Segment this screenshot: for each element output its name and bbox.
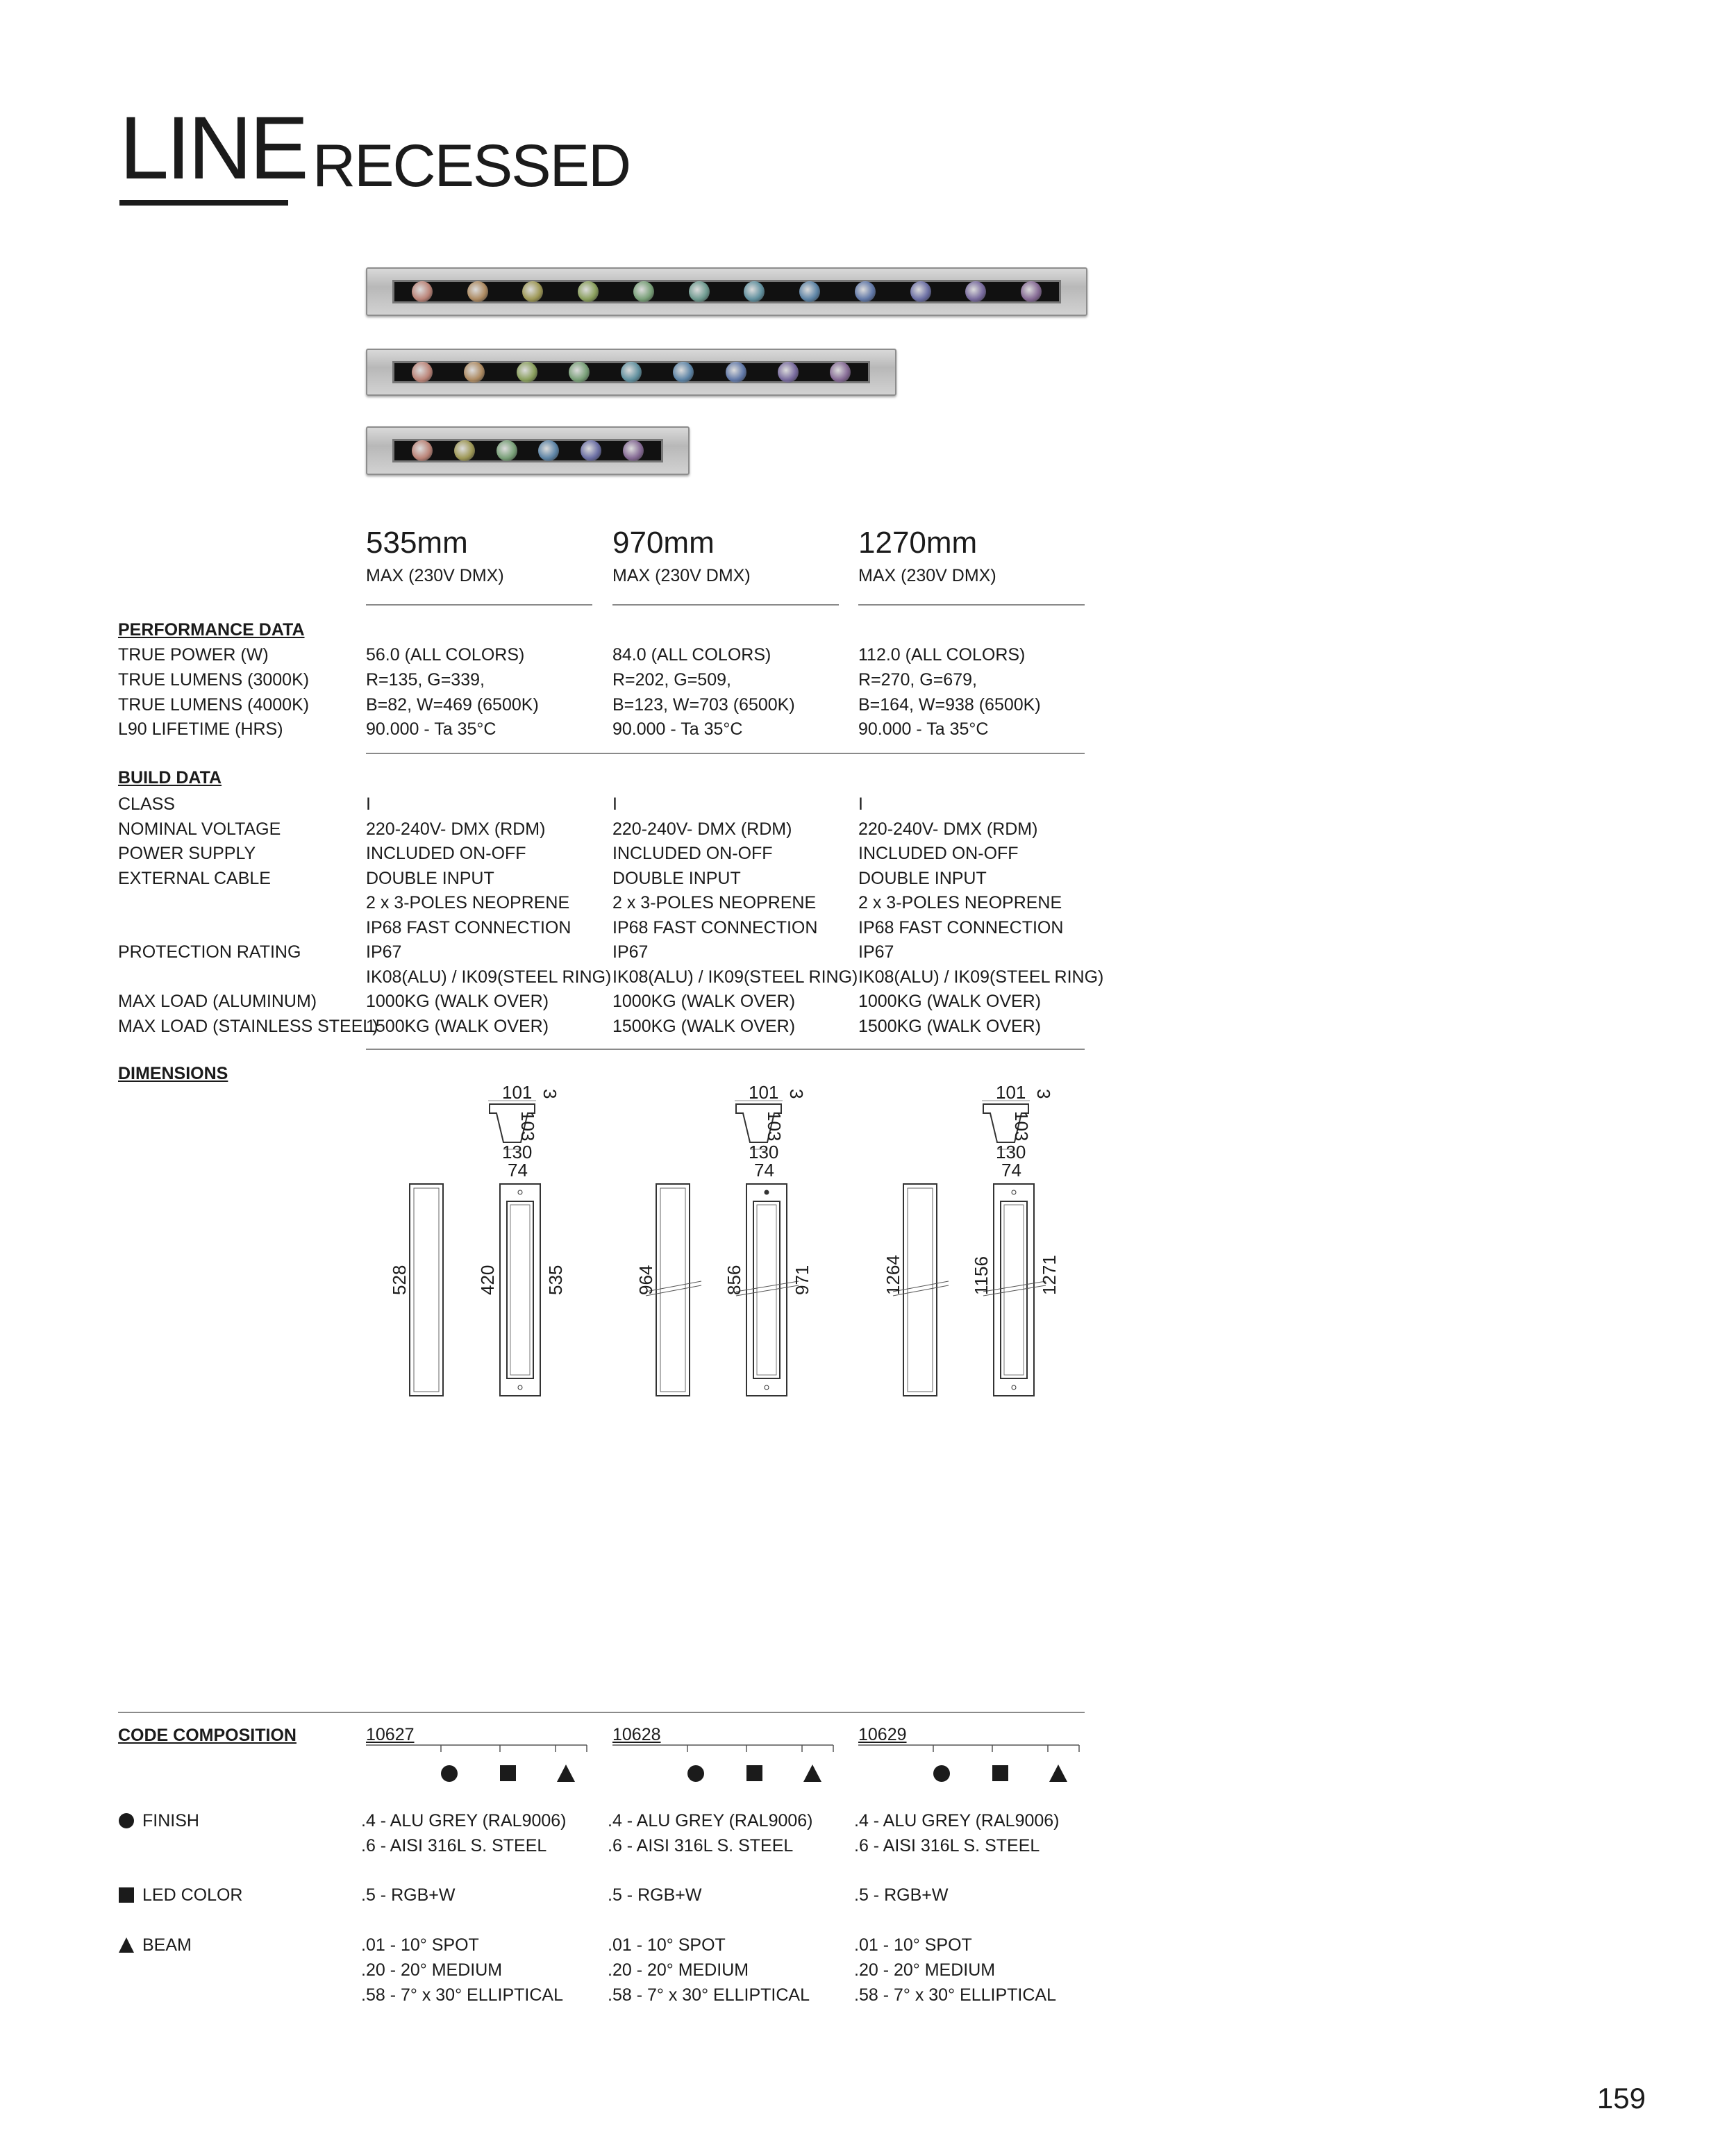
- build-value: I: [858, 794, 863, 814]
- col-size-535: 535mm: [366, 526, 468, 560]
- screw-hole: [518, 1190, 522, 1194]
- dimension-drawing: [632, 1080, 840, 1406]
- section-code-title: CODE COMPOSITION: [118, 1726, 297, 1745]
- dimension-label: 1271: [1039, 1255, 1060, 1295]
- build-value: DOUBLE INPUT: [612, 868, 741, 888]
- code-option: .4 - ALU GREY (RAL9006): [854, 1811, 1060, 1830]
- led-dot: [569, 362, 590, 383]
- dimension-label: 101: [502, 1082, 533, 1103]
- dimension-label: 101: [996, 1082, 1026, 1103]
- circle-icon: [441, 1765, 458, 1782]
- side-view: [656, 1184, 690, 1396]
- led-dot: [623, 440, 644, 461]
- build-value: DOUBLE INPUT: [858, 868, 987, 888]
- code-option: .01 - 10° SPOT: [854, 1935, 972, 1955]
- build-label: PROTECTION RATING: [118, 942, 301, 962]
- code-option: .5 - RGB+W: [361, 1885, 456, 1905]
- square-icon: [118, 1887, 135, 1903]
- dimension-label: 856: [724, 1265, 744, 1295]
- led-dot: [578, 281, 599, 302]
- code-10628: 10628: [612, 1725, 661, 1744]
- dimension-label: 3: [540, 1089, 560, 1099]
- fixture-photo-1270: [366, 267, 1087, 316]
- build-value: INCLUDED ON-OFF: [366, 844, 526, 863]
- dimension-label: 3: [786, 1089, 807, 1099]
- code-option: .01 - 10° SPOT: [361, 1935, 479, 1955]
- build-value: 2 x 3-POLES NEOPRENE: [858, 893, 1062, 912]
- led-dot: [855, 281, 876, 302]
- col-size-970: 970mm: [612, 526, 715, 560]
- dimension-label: 74: [1001, 1160, 1021, 1181]
- led-dot: [496, 440, 517, 461]
- triangle-icon: [557, 1765, 575, 1782]
- dimension-label: 420: [477, 1265, 498, 1295]
- col-max-1270: MAX (230V DMX): [858, 566, 996, 585]
- code-option: .6 - AISI 316L S. STEEL: [361, 1836, 547, 1855]
- led-dot: [464, 362, 485, 383]
- dimension-label: 101: [749, 1082, 779, 1103]
- dimension-label: 103: [764, 1111, 785, 1142]
- perf-label: TRUE LUMENS (3000K): [118, 670, 310, 690]
- build-value: 220-240V- DMX (RDM): [858, 819, 1038, 839]
- top-view-inner: [507, 1201, 533, 1378]
- perf-value: 90.000 - Ta 35°C: [858, 719, 989, 739]
- perf-value: 84.0 (ALL COLORS): [612, 645, 771, 665]
- code-option: .20 - 20° MEDIUM: [361, 1960, 503, 1980]
- led-dot: [633, 281, 654, 302]
- dimension-label: 535: [545, 1265, 566, 1295]
- top-view: [746, 1184, 787, 1396]
- led-dot: [689, 281, 710, 302]
- led-dot: [581, 440, 601, 461]
- build-label: MAX LOAD (ALUMINUM): [118, 992, 317, 1011]
- divider: [118, 1712, 1085, 1713]
- build-value: IP68 FAST CONNECTION: [858, 917, 1064, 937]
- triangle-icon: [1049, 1765, 1067, 1782]
- perf-label: TRUE POWER (W): [118, 645, 269, 665]
- build-value: DOUBLE INPUT: [366, 868, 494, 888]
- fixture-photo-535: [366, 426, 690, 475]
- code-option: .01 - 10° SPOT: [608, 1935, 726, 1955]
- dimension-drawing: [879, 1080, 1087, 1406]
- build-value: 1500KG (WALK OVER): [366, 1016, 549, 1036]
- build-value: IK08(ALU) / IK09(STEEL RING): [858, 967, 1104, 987]
- divider: [366, 753, 1085, 754]
- perf-value: 90.000 - Ta 35°C: [366, 719, 496, 739]
- square-icon: [500, 1765, 516, 1781]
- circle-icon: [687, 1765, 704, 1782]
- build-label: CLASS: [118, 794, 175, 814]
- build-value: IP68 FAST CONNECTION: [612, 917, 818, 937]
- perf-label: L90 LIFETIME (HRS): [118, 719, 283, 739]
- perf-value: 90.000 - Ta 35°C: [612, 719, 743, 739]
- top-view: [500, 1184, 540, 1396]
- dimension-label: 74: [508, 1160, 528, 1181]
- build-value: 1500KG (WALK OVER): [612, 1016, 796, 1036]
- dimension-label: 103: [1011, 1111, 1032, 1142]
- code-option: .4 - ALU GREY (RAL9006): [608, 1811, 813, 1830]
- screw-hole: [1012, 1385, 1016, 1390]
- square-icon: [992, 1765, 1008, 1781]
- code-option: .6 - AISI 316L S. STEEL: [608, 1836, 794, 1855]
- build-value: 220-240V- DMX (RDM): [612, 819, 792, 839]
- side-view-inner: [908, 1188, 933, 1392]
- led-dot: [467, 281, 488, 302]
- page-number: 159: [1596, 2082, 1646, 2115]
- build-value: 1500KG (WALK OVER): [858, 1016, 1042, 1036]
- title-underline: [119, 200, 288, 206]
- perf-value: B=123, W=703 (6500K): [612, 695, 795, 715]
- perf-label: TRUE LUMENS (4000K): [118, 695, 310, 715]
- perf-value: 56.0 (ALL COLORS): [366, 645, 525, 665]
- build-value: IP67: [366, 942, 402, 962]
- dimension-label: 130: [502, 1142, 533, 1162]
- perf-value: 112.0 (ALL COLORS): [858, 645, 1026, 665]
- code-symbol-diagram: [361, 1740, 1090, 1788]
- section-dimensions-title: DIMENSIONS: [118, 1064, 228, 1083]
- led-dot: [517, 362, 537, 383]
- build-value: IK08(ALU) / IK09(STEEL RING): [612, 967, 858, 987]
- led-dot: [726, 362, 746, 383]
- code-option: .6 - AISI 316L S. STEEL: [854, 1836, 1040, 1855]
- led-dot: [412, 281, 433, 302]
- side-view-inner: [414, 1188, 439, 1392]
- top-view-lens: [510, 1205, 530, 1375]
- dimension-label: 130: [996, 1142, 1026, 1162]
- build-value: 1000KG (WALK OVER): [612, 992, 796, 1011]
- led-dot: [538, 440, 559, 461]
- dimension-label: 130: [749, 1142, 779, 1162]
- build-value: IP68 FAST CONNECTION: [366, 917, 571, 937]
- side-view: [410, 1184, 443, 1396]
- code-option: .20 - 20° MEDIUM: [608, 1960, 749, 1980]
- break-mark: [736, 1281, 799, 1292]
- perf-value: B=82, W=469 (6500K): [366, 695, 539, 715]
- finish-label: FINISH: [142, 1811, 199, 1830]
- section-performance-title: PERFORMANCE DATA: [118, 620, 305, 640]
- led-dot: [799, 281, 820, 302]
- build-value: IP67: [858, 942, 894, 962]
- screw-hole: [765, 1190, 769, 1194]
- build-value: IP67: [612, 942, 649, 962]
- build-value: 2 x 3-POLES NEOPRENE: [366, 893, 570, 912]
- led-dot: [412, 440, 433, 461]
- dimension-label: 74: [754, 1160, 774, 1181]
- code-option: .58 - 7° x 30° ELLIPTICAL: [608, 1985, 810, 2005]
- beam-label: BEAM: [142, 1935, 192, 1955]
- build-value: I: [612, 794, 617, 814]
- dimension-label: 528: [389, 1265, 410, 1295]
- divider: [858, 604, 1085, 606]
- section-build-title: BUILD DATA: [118, 768, 222, 787]
- led-dot: [910, 281, 931, 302]
- screw-hole: [1012, 1190, 1016, 1194]
- dimension-label: 3: [1033, 1089, 1054, 1099]
- top-view-inner: [1001, 1201, 1027, 1378]
- led-dot: [673, 362, 694, 383]
- code-option: .58 - 7° x 30° ELLIPTICAL: [361, 1985, 563, 2005]
- side-view: [903, 1184, 937, 1396]
- page-subtitle: RECESSED: [312, 133, 631, 199]
- dimension-label: 103: [517, 1111, 538, 1142]
- top-view-inner: [753, 1201, 780, 1378]
- perf-value: R=135, G=339,: [366, 670, 485, 690]
- break-mark: [983, 1285, 1046, 1296]
- perf-value: R=270, G=679,: [858, 670, 977, 690]
- col-size-1270: 1270mm: [858, 526, 978, 560]
- build-value: 1000KG (WALK OVER): [858, 992, 1042, 1011]
- build-value: I: [366, 794, 371, 814]
- top-view: [994, 1184, 1034, 1396]
- led-dot: [454, 440, 475, 461]
- build-value: 220-240V- DMX (RDM): [366, 819, 546, 839]
- code-10627: 10627: [366, 1725, 415, 1744]
- side-view-inner: [660, 1188, 685, 1392]
- code-option: .5 - RGB+W: [608, 1885, 702, 1905]
- build-label: POWER SUPPLY: [118, 844, 256, 863]
- break-mark: [983, 1281, 1046, 1292]
- code-option: .20 - 20° MEDIUM: [854, 1960, 996, 1980]
- screw-hole: [518, 1385, 522, 1390]
- led-dot: [965, 281, 986, 302]
- build-value: IK08(ALU) / IK09(STEEL RING): [366, 967, 612, 987]
- triangle-icon: [118, 1937, 135, 1953]
- code-10629: 10629: [858, 1725, 907, 1744]
- led-dot: [744, 281, 765, 302]
- code-option: .58 - 7° x 30° ELLIPTICAL: [854, 1985, 1056, 2005]
- build-label: NOMINAL VOLTAGE: [118, 819, 281, 839]
- page-title: LINE: [119, 99, 306, 198]
- divider: [612, 604, 839, 606]
- build-value: 2 x 3-POLES NEOPRENE: [612, 893, 817, 912]
- code-option: .4 - ALU GREY (RAL9006): [361, 1811, 567, 1830]
- led-dot: [778, 362, 799, 383]
- led-dot: [830, 362, 851, 383]
- circle-icon: [933, 1765, 950, 1782]
- build-value: INCLUDED ON-OFF: [612, 844, 773, 863]
- col-max-970: MAX (230V DMX): [612, 566, 751, 585]
- led-color-label: LED COLOR: [142, 1885, 243, 1905]
- dimension-label: 971: [792, 1265, 812, 1295]
- dimension-label: 964: [635, 1265, 656, 1295]
- dimension-label: 1264: [883, 1255, 903, 1295]
- build-label: MAX LOAD (STAINLESS STEEL): [118, 1016, 378, 1036]
- code-option: .5 - RGB+W: [854, 1885, 949, 1905]
- build-label: EXTERNAL CABLE: [118, 868, 271, 888]
- led-dot: [621, 362, 642, 383]
- square-icon: [746, 1765, 762, 1781]
- break-mark: [736, 1285, 799, 1296]
- divider: [366, 604, 592, 606]
- fixture-photo-970: [366, 349, 896, 396]
- triangle-icon: [803, 1765, 821, 1782]
- led-dot: [412, 362, 433, 383]
- build-value: 1000KG (WALK OVER): [366, 992, 549, 1011]
- led-dot: [1021, 281, 1042, 302]
- perf-value: B=164, W=938 (6500K): [858, 695, 1041, 715]
- screw-hole: [765, 1385, 769, 1390]
- perf-value: R=202, G=509,: [612, 670, 731, 690]
- dimension-drawing: [385, 1080, 594, 1406]
- circle-icon: [118, 1812, 135, 1829]
- col-max-535: MAX (230V DMX): [366, 566, 504, 585]
- led-dot: [522, 281, 543, 302]
- dimension-label: 1156: [971, 1256, 992, 1295]
- divider: [366, 1049, 1085, 1050]
- build-value: INCLUDED ON-OFF: [858, 844, 1019, 863]
